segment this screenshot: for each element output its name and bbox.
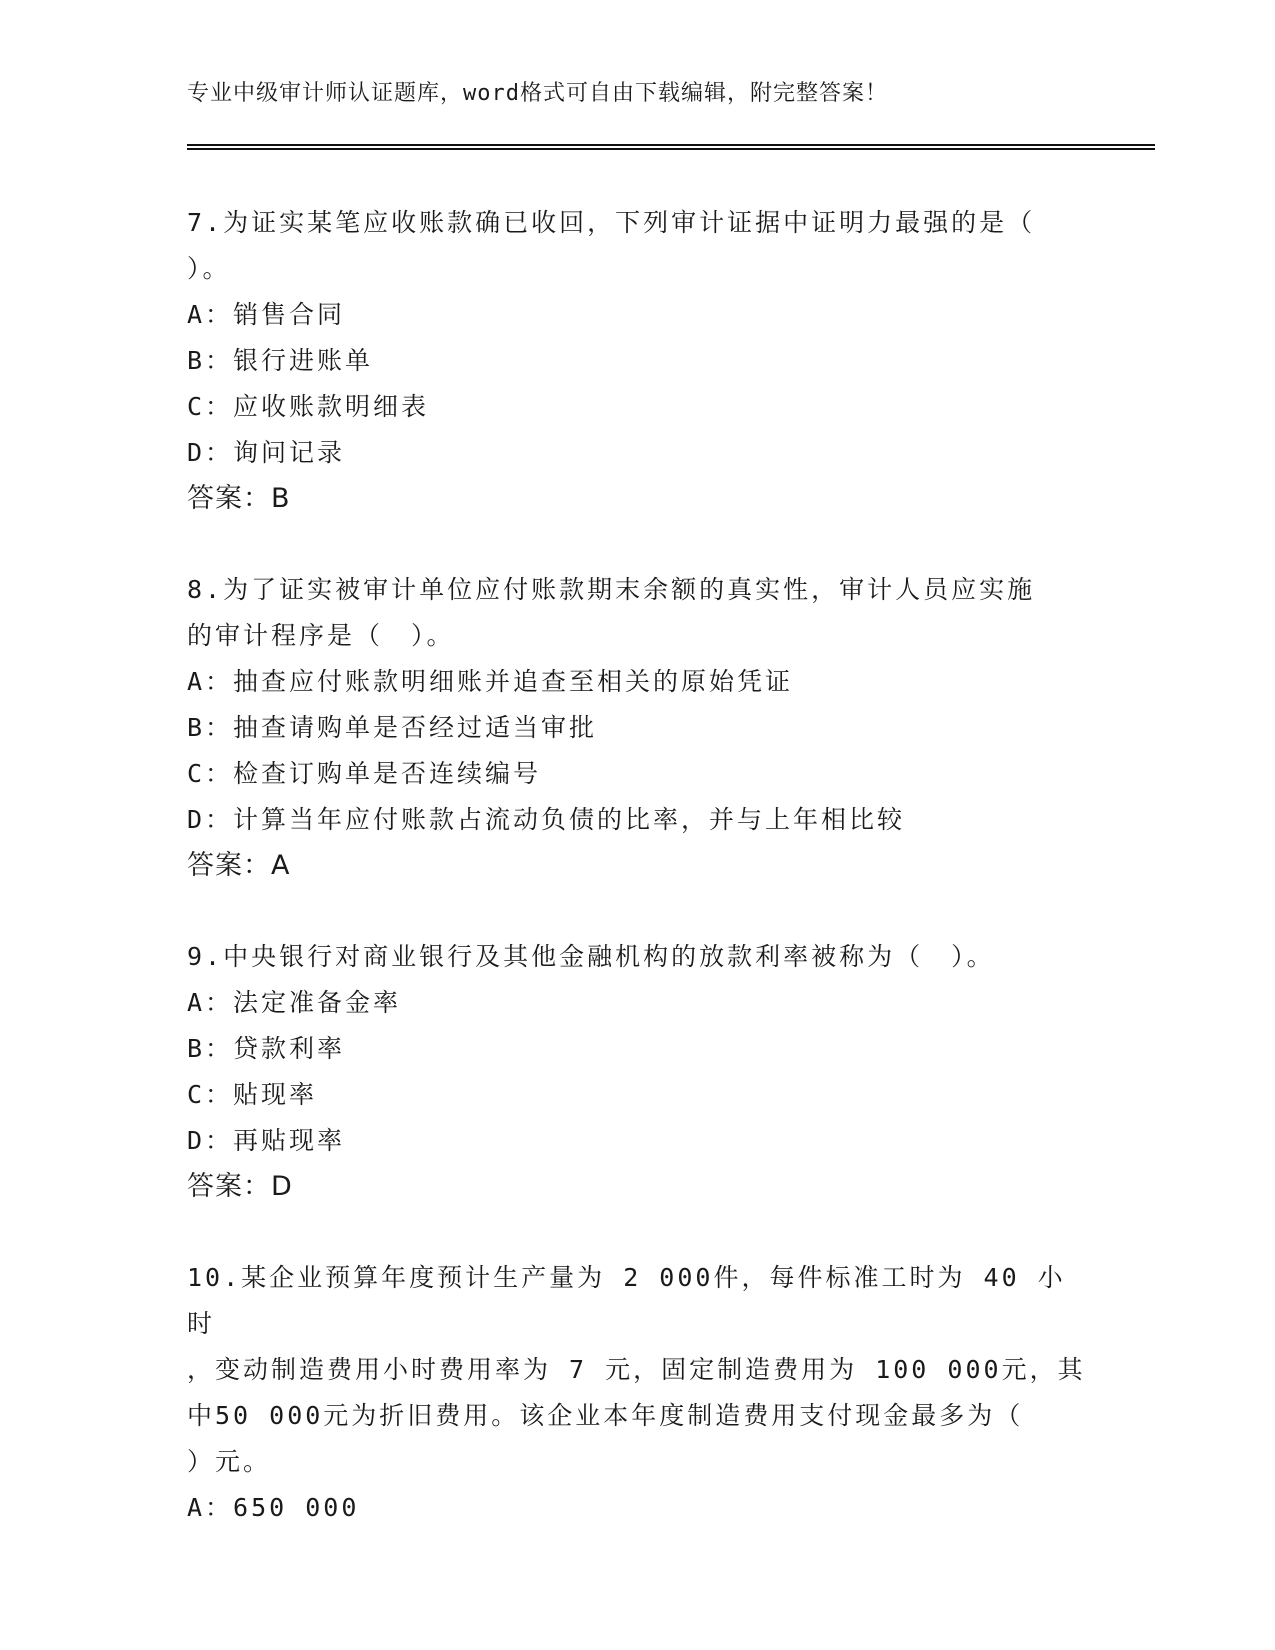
answer: 答案：B bbox=[187, 483, 291, 514]
answer: 答案：A bbox=[187, 850, 291, 881]
header-divider bbox=[187, 144, 1155, 150]
option-b: B：贷款利率 bbox=[187, 1034, 346, 1063]
option-b: B：银行进账单 bbox=[187, 346, 374, 375]
option-d: D：计算当年应付账款占流动负债的比率，并与上年相比较 bbox=[187, 805, 906, 834]
option-a: A：650 000 bbox=[187, 1493, 360, 1522]
question-list bbox=[187, 200, 1087, 1576]
option-b: B：抽查请购单是否经过适当审批 bbox=[187, 713, 598, 742]
question-stem-line: 7.为证实某笔应收账款确已收回，下列审计证据中证明力最强的是（ bbox=[187, 208, 1036, 237]
option-d: D：询问记录 bbox=[187, 438, 346, 467]
question-7 bbox=[187, 200, 1087, 522]
answer: 答案：D bbox=[187, 1171, 293, 1202]
option-a: A：抽查应付账款明细账并追查至相关的原始凭证 bbox=[187, 667, 794, 696]
question-8 bbox=[187, 567, 1087, 889]
question-stem-line: 10.某企业预算年度预计生产量为 2 000件，每件标准工时为 40 小时 bbox=[187, 1263, 1066, 1338]
option-a: A：法定准备金率 bbox=[187, 988, 402, 1017]
question-stem-line: ）元。 bbox=[187, 1447, 272, 1476]
question-stem-line: 9.中央银行对商业银行及其他金融机构的放款利率被称为（ ）。 bbox=[187, 942, 995, 971]
question-stem-line: 的审计程序是（ ）。 bbox=[187, 621, 455, 650]
question-stem-line: ，变动制造费用小时费用率为 7 元，固定制造费用为 100 000元，其 bbox=[187, 1355, 1086, 1384]
question-10 bbox=[187, 1255, 1087, 1531]
question-stem-line: 8.为了证实被审计单位应付账款期末余额的真实性，审计人员应实施 bbox=[187, 575, 1036, 604]
question-9 bbox=[187, 934, 1087, 1210]
option-a: A：销售合同 bbox=[187, 300, 346, 329]
page-header: 专业中级审计师认证题库，word格式可自由下载编辑，附完整答案！ bbox=[187, 81, 888, 106]
question-stem-line: 中50 000元为折旧费用。该企业本年度制造费用支付现金最多为（ bbox=[187, 1401, 1024, 1430]
option-c: C：贴现率 bbox=[187, 1080, 318, 1109]
question-stem-line: ）。 bbox=[187, 254, 231, 283]
option-c: C：检查订购单是否连续编号 bbox=[187, 759, 542, 788]
option-d: D：再贴现率 bbox=[187, 1126, 346, 1155]
option-c: C：应收账款明细表 bbox=[187, 392, 430, 421]
